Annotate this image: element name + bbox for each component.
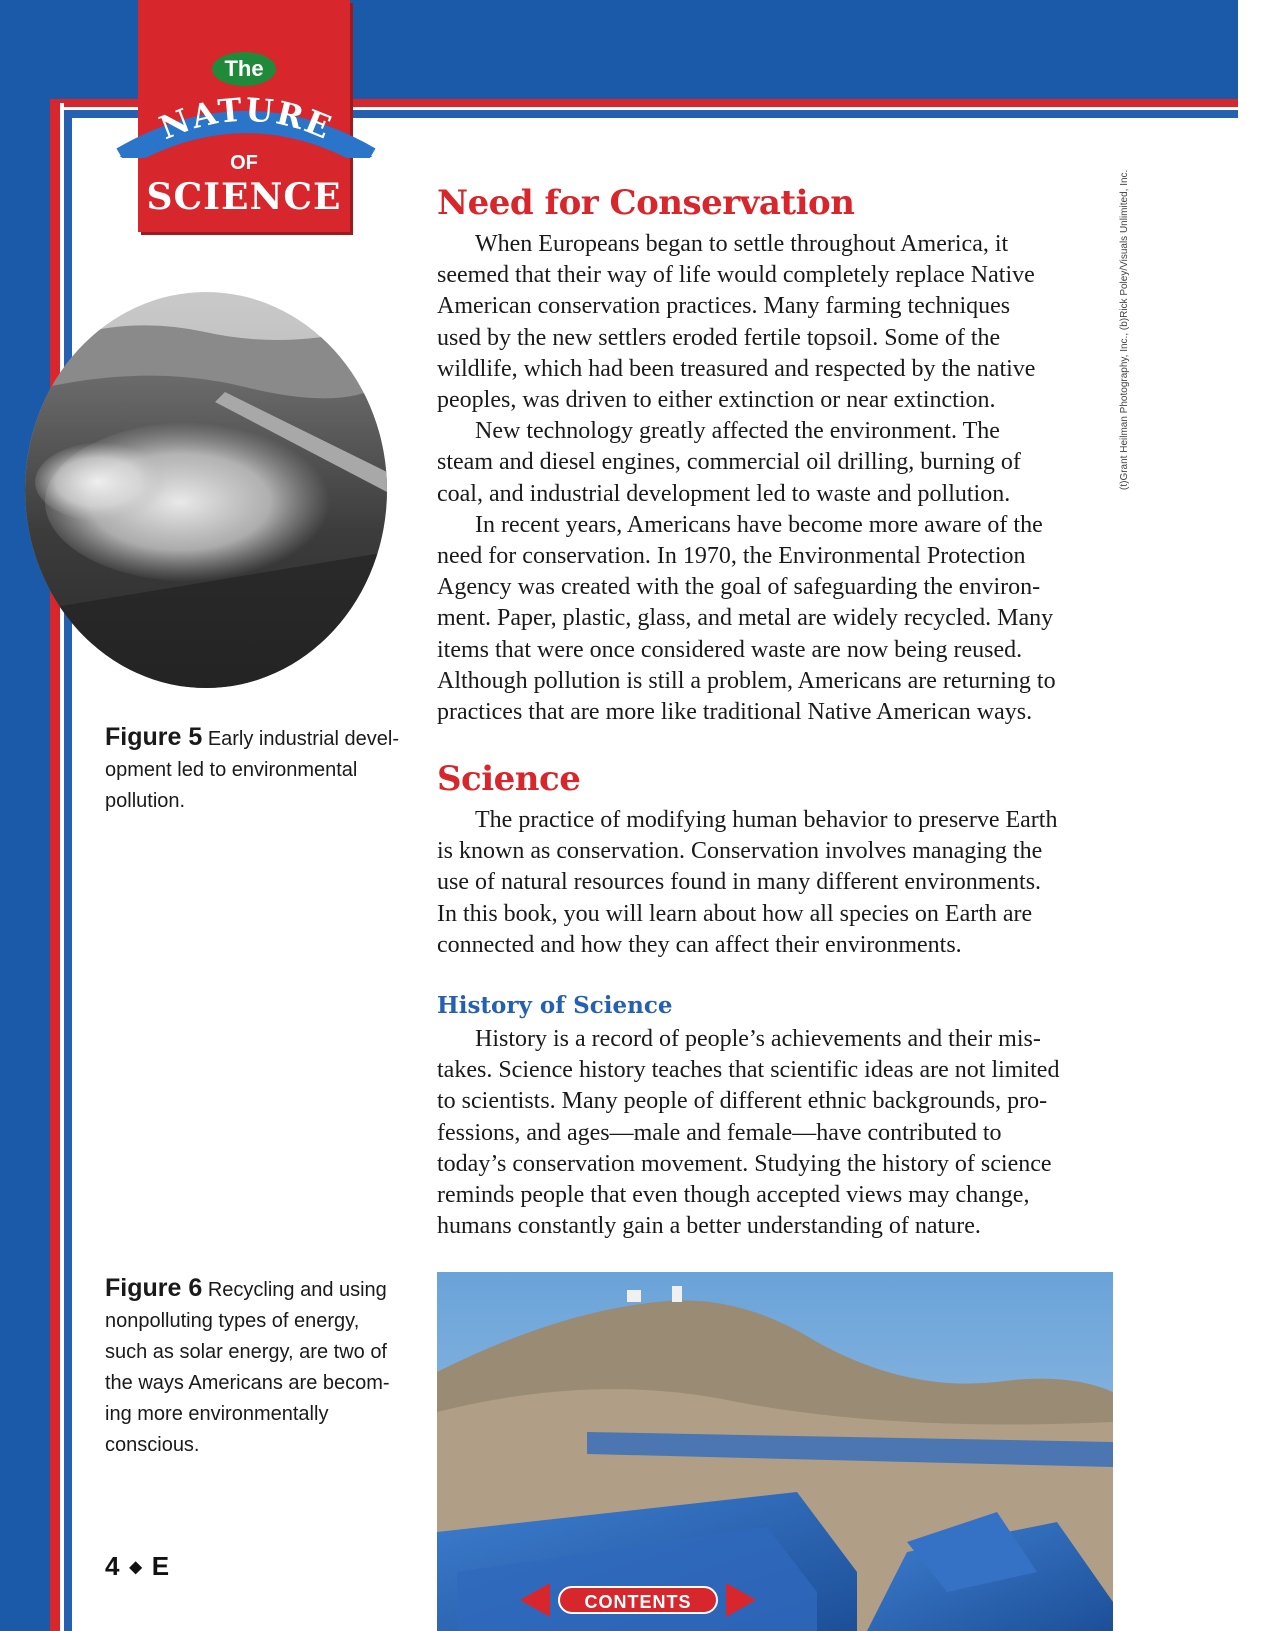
figure6-label: Figure 6 bbox=[105, 1274, 203, 1302]
figure5-text: Early industrial devel- opment led to environmental pollution. bbox=[105, 728, 400, 812]
conservation-paragraph-2: New technology greatly affected the environment. The steam and diesel engines, commercial oil drilling, burning of coal, and industrial development led to waste and pollution. bbox=[437, 418, 1021, 507]
figure6-solar-panels-photo bbox=[437, 1272, 1113, 1631]
previous-page-arrow-icon[interactable] bbox=[520, 1583, 550, 1617]
history-paragraph-1: History is a record of people’s achievements and their mis- takes. Science history teaches that scientific ideas are not limited to scientists. Many people of different ethnic backgrounds, pro- fessions, and ages—male and female—have contributed to today’s conservation movement. Studying the history of science reminds people that even though accepted views may change, humans constantly gain a better understanding of nature. bbox=[437, 1026, 1060, 1240]
unit-letter: E bbox=[151, 1551, 170, 1581]
figure5-label: Figure 5 bbox=[105, 723, 203, 751]
page-folio bbox=[105, 1551, 169, 1582]
figure6-text: Recycling and using nonpolluting types of energy, such as solar energy, are two of the ways Americans are becom- ing more environmentally conscious. bbox=[105, 1279, 390, 1456]
next-page-arrow-icon[interactable] bbox=[726, 1583, 756, 1617]
conservation-paragraph-1: When Europeans began to settle throughout America, it seemed that their way of life would completely replace Native American conservation practices. Many farming techniques used by the new settlers eroded fertile topsoil. Some of the wildlife, which had been treasured and respected by the native peoples, was driven to either extinction or near extinction. bbox=[437, 231, 1036, 414]
heading-history-of-science: History of Science bbox=[437, 992, 673, 1019]
heading-need-for-conservation: Need for Conservation bbox=[437, 183, 855, 223]
logo-nature-ribbon bbox=[110, 96, 382, 158]
figure5-caption bbox=[105, 722, 405, 817]
photo-credit: (t)Grant Heilman Photography, Inc., (b)Rick Poley/Visuals Unlimited, Inc. bbox=[1119, 169, 1130, 490]
logo-the-badge: The bbox=[212, 52, 276, 86]
science-body bbox=[437, 805, 1127, 961]
diamond-icon: ◆ bbox=[129, 1559, 142, 1576]
science-paragraph-1: The practice of modifying human behavior to preserve Earth is known as conservation. Conservation involves managing the use of natural resources found in many different environments. In this book, you will learn about how all species on Earth are connected and how they can affect their environments. bbox=[437, 807, 1058, 958]
heading-science: Science bbox=[437, 759, 581, 799]
page-number: 4 bbox=[105, 1551, 120, 1581]
logo-science-text: SCIENCE bbox=[146, 176, 342, 218]
left-blue-stripe bbox=[64, 118, 72, 1631]
figure5-industrial-pollution-photo bbox=[25, 292, 387, 688]
contents-navigation bbox=[520, 1583, 756, 1617]
conservation-paragraph-3: In recent years, Americans have become more aware of the need for conservation. In 1970, the Environmental Protection Agency was created with the goal of safeguarding the environ- ment. Paper, plastic, glass, and metal are widely recycled. Many items that were once considered waste are now being reused. Although pollution is still a problem, Americans are returning to practices that are more like traditional Native American ways. bbox=[437, 511, 1056, 726]
history-body bbox=[437, 1024, 1127, 1242]
figure6-caption bbox=[105, 1273, 395, 1461]
contents-button[interactable]: CONTENTS bbox=[558, 1586, 718, 1614]
svg-text:NATURE bbox=[154, 96, 338, 147]
left-red-stripe bbox=[50, 103, 60, 1631]
conservation-body bbox=[437, 229, 1127, 728]
left-border-band bbox=[0, 0, 50, 1631]
logo-of-text: OF bbox=[230, 152, 258, 174]
logo-nature-text: NATURE bbox=[154, 96, 338, 148]
